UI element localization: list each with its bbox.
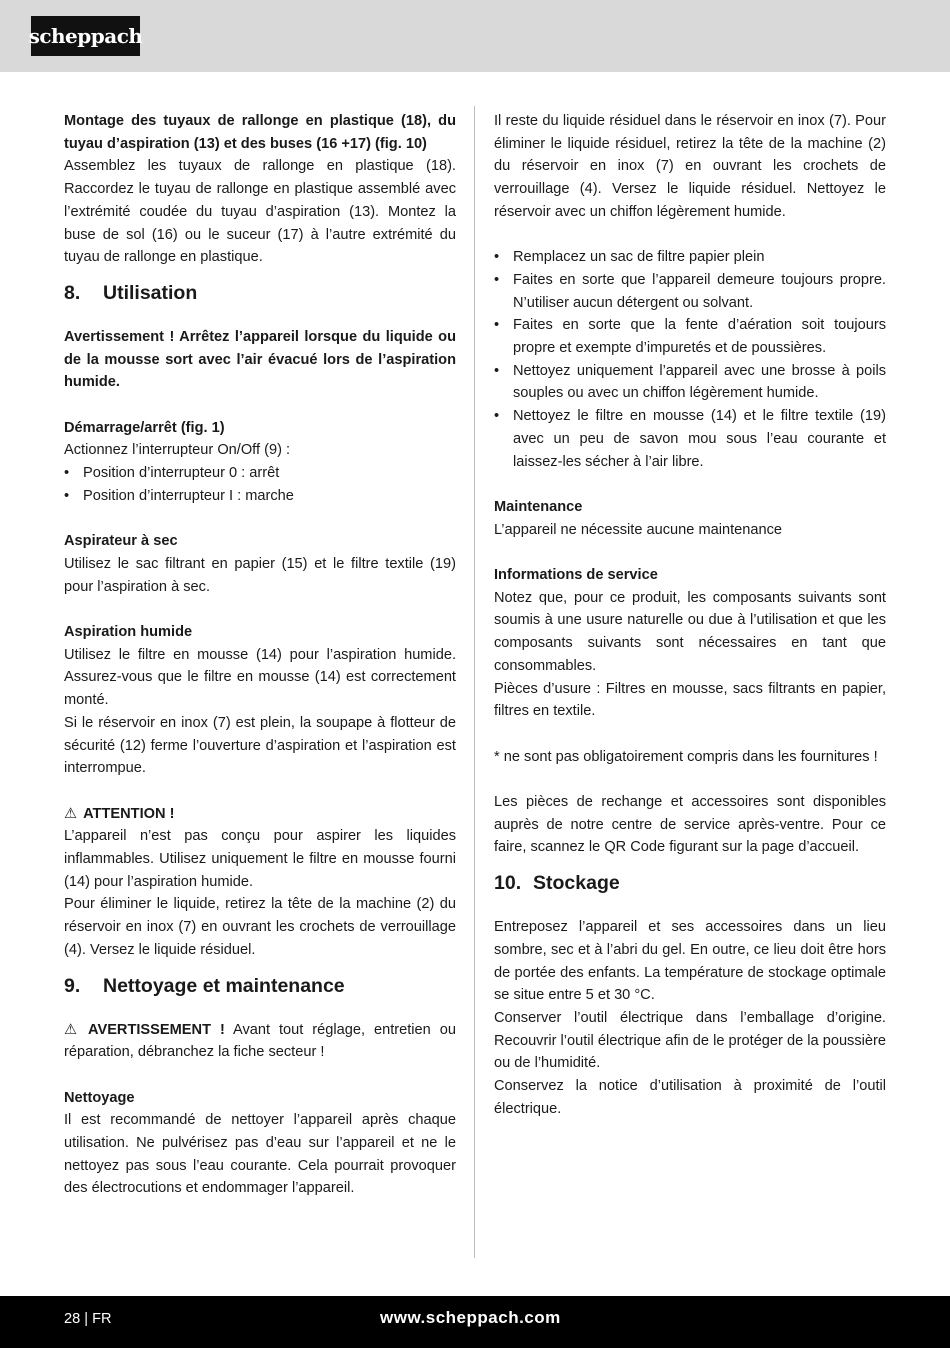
- section-number: 8.: [64, 281, 81, 304]
- footnote: * ne sont pas obligatoirement compris dans les fournitures !: [494, 748, 878, 765]
- avertissement-paragraph: ⚠ AVERTISSEMENT ! Avant tout réglage, entretien ou réparation, débranchez la fiche secteur !: [64, 1021, 456, 1061]
- cleaning-list: [494, 246, 886, 473]
- usage-warning: Avertissement ! Arrêtez l’appareil lorsque du liquide ou de la mousse sort avec l’air évacué lors de l’aspiration humide.: [64, 328, 456, 391]
- dry-title: Aspirateur à sec: [64, 533, 178, 550]
- wet-title: Aspiration humide: [64, 624, 193, 641]
- scheppach-logo: scheppach: [31, 16, 140, 56]
- right-column: [494, 110, 886, 1120]
- service-text-2: Pièces d’usure : Filtres en mousse, sacs filtrants en papier, filtres en textile.: [494, 680, 886, 720]
- section-9-heading: [64, 974, 456, 998]
- wet-text-2: Si le réservoir en inox (7) est plein, la soupape à flotteur de sécurité (12) ferme l’ouverture d’aspiration et l’aspiration est interrompue.: [64, 714, 456, 777]
- section-number: 10.: [494, 872, 522, 895]
- storage-text-1: Entreposez l’appareil et ses accessoires dans un lieu sombre, sec et à l’abri du gel. En outre, ce lieu doit être hors de portée des enfants. La température de stockage optimale se situe entre 5 et 30 °C.: [494, 919, 886, 1004]
- page-header: [0, 0, 950, 72]
- attention-heading: ⚠ ATTENTION !: [64, 805, 175, 822]
- cleaning-text: Il est recommandé de nettoyer l’appareil après chaque utilisation. Ne pulvérisez pas d’eau sur l’appareil et ne le nettoyez pas sous l’eau courante. Cela pourrait provoquer des électrocutions et endommager l’appareil.: [64, 1112, 456, 1197]
- service-title: Informations de service: [494, 567, 658, 584]
- section-title: Utilisation: [103, 281, 198, 304]
- mount-title: Montage des tuyaux de rallonge en plastique (18), du tuyau d’aspiration (13) et des buses (16 +17) (fig. 10): [64, 113, 456, 152]
- list-item: • Position d’interrupteur 0 : arrêt: [64, 462, 456, 485]
- left-column: [64, 110, 456, 1200]
- dry-text: Utilisez le sac filtrant en papier (15) et le filtre textile (19) pour l’aspiration à sec.: [64, 555, 456, 595]
- warning-triangle-icon: ⚠: [64, 1021, 82, 1038]
- spare-parts-text: Les pièces de rechange et accessoires sont disponibles auprès de notre centre de service après-ventre. Pour ce faire, scannez le QR Code figurant sur la page d’accueil.: [494, 794, 886, 856]
- list-item: • Faites en sorte que la fente d’aération soit toujours propre et exempte d’impuretés et de poussières.: [494, 314, 886, 359]
- start-stop-title: Démarrage/arrêt (fig. 1): [64, 419, 225, 436]
- section-number: 9.: [64, 974, 81, 997]
- list-item: • Nettoyez le filtre en mousse (14) et le filtre textile (19) avec un peu de savon mou sous l’eau courante et laissez-les sécher à l’air libre.: [494, 405, 886, 473]
- maintenance-text: L’appareil ne nécessite aucune maintenance: [494, 521, 783, 538]
- section-10-heading: [494, 871, 886, 895]
- switch-list: [64, 462, 456, 507]
- page-number: 28 | FR: [64, 1311, 112, 1327]
- page-footer: [0, 1296, 950, 1348]
- storage-text-3: Conservez la notice d’utilisation à proximité de l’outil électrique.: [494, 1078, 886, 1117]
- warning-triangle-icon: ⚠: [64, 805, 78, 822]
- website-url: www.scheppach.com: [380, 1308, 561, 1327]
- attention-text-1: L’appareil n’est pas conçu pour aspirer les liquides inflammables. Utilisez uniquement le filtre en mousse fourni (14) pour l’aspiration humide.: [64, 828, 456, 890]
- list-item: • Remplacez un sac de filtre papier plein: [494, 246, 886, 269]
- list-item: • Nettoyez uniquement l’appareil avec une brosse à poils souples ou avec un chiffon légèrement humide.: [494, 360, 886, 405]
- section-title: Stockage: [533, 872, 620, 895]
- section-title: Nettoyage et maintenance: [103, 974, 345, 997]
- service-text-1: Notez que, pour ce produit, les composants suivants sont soumis à une usure naturelle ou due à l’utilisation et que les composants suivants sont nécessaires en tant que consommables.: [494, 589, 886, 674]
- list-item: • Position d’interrupteur I : marche: [64, 485, 456, 508]
- cleaning-title: Nettoyage: [64, 1089, 135, 1106]
- mount-text: Assemblez les tuyaux de rallonge en plastique (18). Raccordez le tuyau de rallonge en plastique assemblé avec l’extrémité coudée du tuyau d’aspiration (13). Montez la buse de sol (16) ou le suceur (17) à l’autre extrémité du tuyau de rallonge en plastique.: [64, 158, 456, 266]
- list-item: • Faites en sorte que l’appareil demeure toujours propre. N’utiliser aucun détergent ou solvant.: [494, 269, 886, 314]
- maintenance-title: Maintenance: [494, 498, 583, 515]
- wet-text-1: Utilisez le filtre en mousse (14) pour l’aspiration humide. Assurez-vous que le filtre en mousse (14) est correctement monté.: [64, 646, 456, 709]
- attention-text-2: Pour éliminer le liquide, retirez la tête de la machine (2) du réservoir en inox (7) en ouvrant les crochets de verrouillage (4). Versez le liquide résiduel.: [64, 896, 456, 958]
- residual-text: Il reste du liquide résiduel dans le réservoir en inox (7). Pour éliminer le liquide résiduel, retirez la tête de la machine (2) du réservoir en inox (7) en ouvrant les crochets de verrouillage (4). Versez le liquide résiduel. Nettoyez le réservoir avec un chiffon légèrement humide.: [494, 113, 886, 220]
- column-divider: [474, 106, 475, 1258]
- start-stop-text: Actionnez l’interrupteur On/Off (9) :: [64, 442, 291, 459]
- storage-text-2: Conserver l’outil électrique dans l’emballage d’origine. Recouvrir l’outil électrique afin de le protéger de la poussière ou de l’humidité.: [494, 1009, 886, 1072]
- section-8-heading: [64, 281, 456, 305]
